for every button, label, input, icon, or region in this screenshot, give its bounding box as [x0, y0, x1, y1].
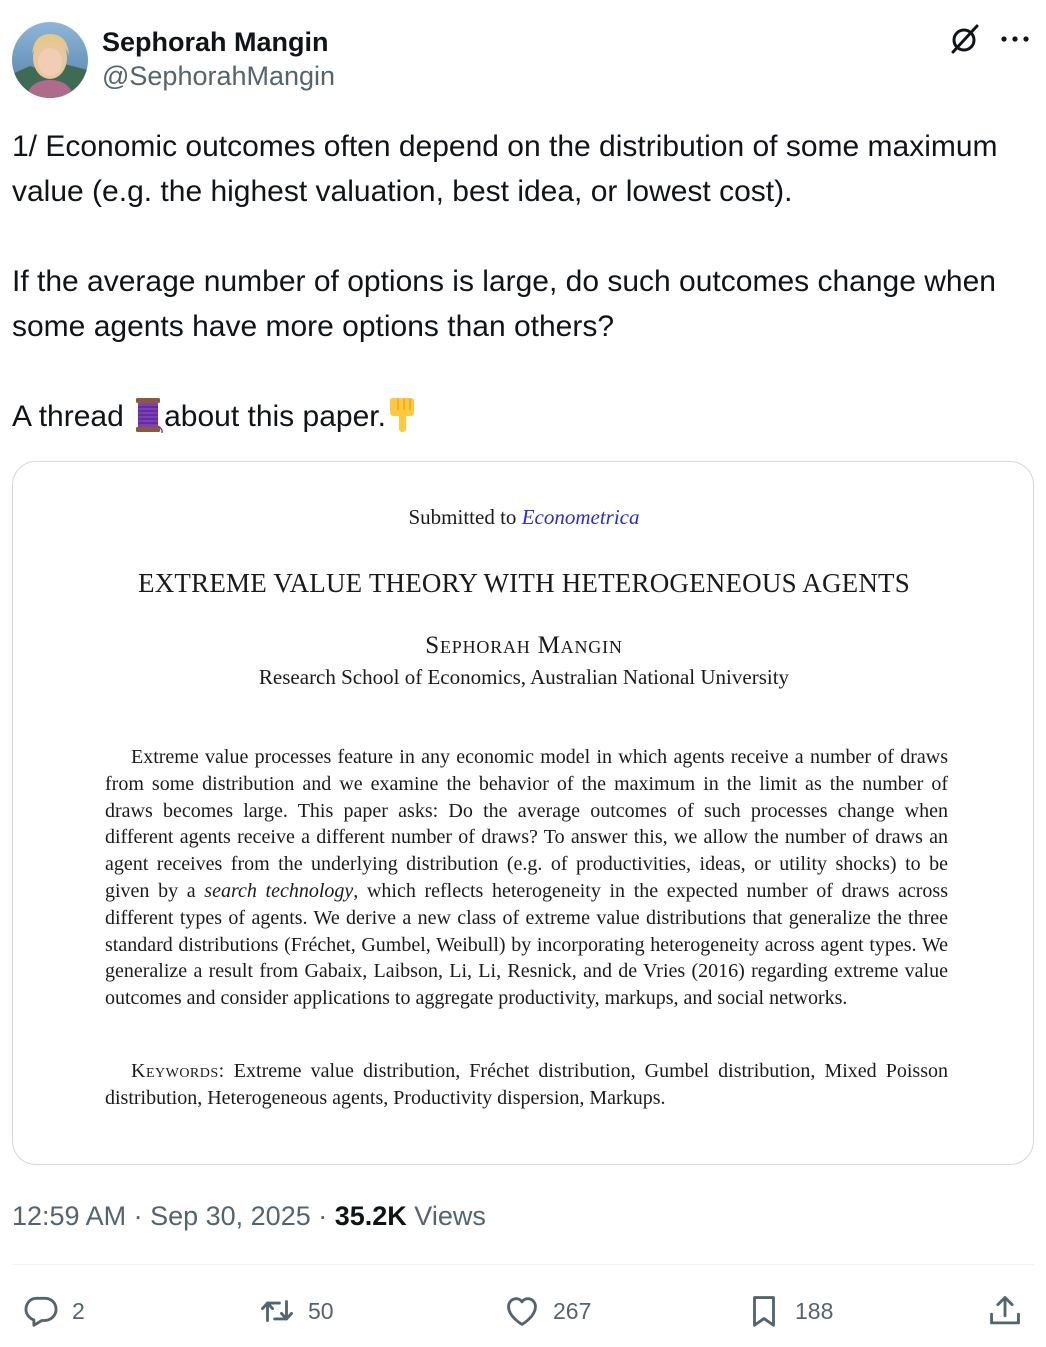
tweet-date[interactable]: Sep 30, 2025: [150, 1201, 311, 1231]
action-bar: [0, 1286, 1046, 1336]
views-count: 35.2K: [334, 1201, 407, 1231]
abstract-part-1: Extreme value processes feature in any economic model in which agents receive a number of draws from some distribution and we examine the behavior of the maximum in the limit as the number of draws becomes large. This paper asks: Do the average outcomes of such processes change when different agents receive a different number of draws? To answer this, we allow the number of draws an agent receives from the underlying distribution (e.g. of productivities, ideas, or utility shocks) to be given by a: [105, 746, 948, 902]
repost-button[interactable]: [258, 1286, 334, 1336]
avatar[interactable]: [12, 22, 88, 98]
tweet-paragraph-1: 1/ Economic outcomes often depend on the distribution of some maximum value (e.g. the highest valuation, best idea, or lowest cost).: [12, 130, 998, 208]
reply-button[interactable]: [22, 1286, 85, 1336]
reply-icon: [22, 1292, 60, 1330]
share-icon: [986, 1292, 1024, 1330]
author-block: [102, 26, 335, 94]
submitted-prefix: Submitted to: [408, 505, 522, 529]
meta-separator: ·: [126, 1201, 151, 1231]
repost-icon: [258, 1292, 296, 1330]
keywords-label: Keywords:: [131, 1060, 225, 1082]
paper-author: Sephorah Mangin: [425, 632, 623, 659]
tweet-paragraph-3: [12, 394, 1022, 439]
tweet-paragraph-2: If the average number of options is large, do such outcomes change when some agents have more options than others?: [12, 265, 996, 343]
media-image-card[interactable]: [12, 461, 1034, 1165]
author-handle[interactable]: @SephorahMangin: [102, 61, 336, 91]
tweet-header: [12, 20, 1034, 100]
bookmark-button[interactable]: [745, 1286, 833, 1336]
heart-icon: [503, 1292, 541, 1330]
keywords-list: Extreme value distribution, Fréchet distribution, Gumbel distribution, Mixed Poisson distribution, Heterogeneous agents, Productivity dispersion, Markups.: [105, 1060, 948, 1109]
reply-count: 2: [72, 1297, 85, 1324]
author-name[interactable]: Sephorah Mangin: [102, 27, 329, 57]
abstract-part-2: , which reflects heterogeneity in the expected number of draws across different types of agents. We derive a new class of extreme value distributions that generalize the three standard distributions (Fréchet, Gumbel, Weibull) by incorporating heterogeneity across agent types. We generalize a result from Gabaix, Laibson, Li, Li, Resnick, and de Vries (2016) regarding extreme value outcomes and consider applications to aggregate productivity, markups, and social networks.: [105, 879, 948, 1010]
abstract-italic-term: search technology: [204, 879, 354, 902]
tweet-text: [12, 124, 1022, 439]
thread-outro-text: about this paper.: [164, 400, 386, 433]
pointing-down-emoji: [386, 396, 418, 434]
meta-separator: ·: [310, 1201, 335, 1231]
bookmark-count: 188: [795, 1297, 834, 1324]
paper-first-page: [13, 462, 1034, 1165]
thread-intro-text: A thread: [12, 400, 133, 433]
tweet-meta: [12, 1198, 486, 1234]
repost-count: 50: [308, 1297, 334, 1324]
bookmark-icon: [745, 1292, 783, 1330]
more-icon[interactable]: [998, 22, 1032, 56]
paper-submission-line: [13, 505, 1034, 530]
divider: [12, 1264, 1034, 1265]
paper-abstract: [105, 744, 948, 1012]
grok-icon[interactable]: [948, 22, 982, 56]
paper-affiliation: Research School of Economics, Australian National University: [258, 665, 790, 689]
like-count: 267: [553, 1297, 592, 1324]
journal-name: Econometrica: [521, 505, 640, 529]
paper-title: EXTREME VALUE THEORY WITH HETEROGENEOUS AGENTS: [138, 568, 910, 598]
share-button[interactable]: [986, 1286, 1024, 1336]
tweet-time[interactable]: 12:59 AM: [12, 1201, 127, 1231]
views-label: Views: [406, 1201, 486, 1231]
like-button[interactable]: [503, 1286, 591, 1336]
thread-spool-emoji: [132, 396, 164, 434]
paper-keywords: [105, 1058, 948, 1112]
